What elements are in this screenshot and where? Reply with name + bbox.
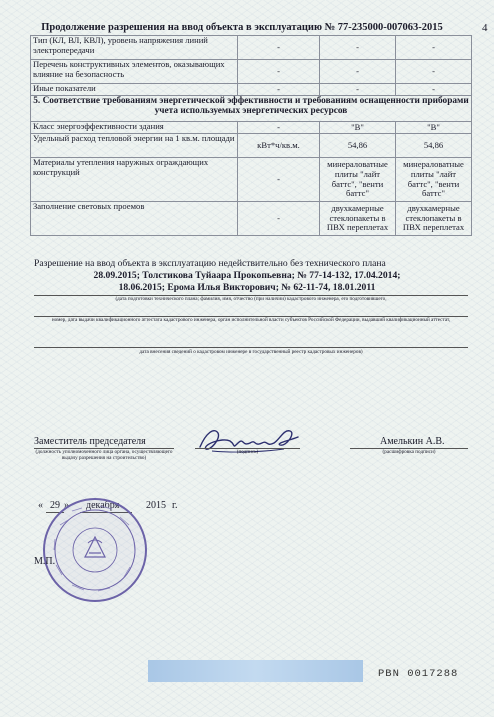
row-value-planned: двухкамерные стеклопакеты в ПВХ переплетах [320,202,396,236]
underline [34,347,468,348]
row-unit: кВт*ч/кв.м. [238,134,320,158]
signer-name: Амелькин А.В. [380,436,445,447]
row-value-planned: - [320,84,396,96]
security-strip [148,660,363,682]
row-label: Удельный расход тепловой энергии на 1 кв.м. площади [31,134,238,158]
section5-title: 5. Соответствие требованиям энергетической эффективности и требованиям оснащенности приборами учета используемых энергетических ресурсов [31,96,472,122]
technical-plan-line-1: 28.09.2015; Толстикова Туйаара Прокопьевна; № 77-14-132, 17.04.2014; [93,270,401,281]
table-row [31,36,472,60]
row-label: Заполнение световых проемов [31,202,238,236]
row-unit: - [238,122,320,134]
permission-text: Разрешение на ввод объекта в эксплуатацию недействительно без технического плана [34,258,386,269]
seal-placeholder-mp: М.П. [34,556,56,567]
date-day: 29 [50,500,60,511]
note-technical-plan: (дата подготовки технического плана; фамилия, имя, отчество (при наличии) кадастрового инженера, его подготовившего, [115,296,387,302]
note-certificate: номер, дата выдачи квалификационного аттестата кадастрового инженера, орган исполнительной власти субъектов Российской Федерации, выдавший квалификационный аттестат, [51,317,451,323]
page-number: 4 [482,22,488,34]
row-label: Тип (КЛ, ВЛ, КВЛ), уровень напряжения линий электропередачи [31,36,238,60]
row-value-planned: - [320,36,396,60]
date-year: 2015 [146,500,166,511]
signature-note: (подпись) [236,449,259,455]
table-row [31,134,472,158]
official-seal [40,495,150,605]
form-serial-number: РВN 0017288 [378,668,459,680]
row-value-planned: "В" [320,122,396,134]
technical-plan-line-2: 18.06.2015; Ерома Илья Викторович; № 62-11-74, 18.01.2011 [118,282,376,293]
row-value-planned: - [320,60,396,84]
date-suffix: г. [172,500,178,511]
row-unit: - [238,84,320,96]
table-row [31,84,472,96]
table-row [31,202,472,236]
note-registry: дата внесения сведений о кадастровом инженере в государственный реестр кадастровых инженеров) [139,349,363,355]
row-label: Перечень конструктивных элементов, оказывающих влияние на безопасность [31,60,238,84]
row-unit: - [238,158,320,202]
row-value-planned: 54,86 [320,134,396,158]
date-quote-open: « [38,500,43,511]
row-value-planned: минераловатные плиты "лайт баттс", "венти баттс" [320,158,396,202]
row-unit: - [238,202,320,236]
table-row [31,60,472,84]
row-value-actual: 54,86 [396,134,472,158]
row-value-actual: - [396,36,472,60]
position-note: (должность уполномоченного лица органа, осуществляющего выдачу разрешения на строительство) [35,449,173,461]
continuation-title: Продолжение разрешения на ввод объекта в эксплуатацию № 77-235000-007063-2015 [41,22,443,33]
name-note: (расшифровка подписи) [382,449,436,455]
table-row [31,158,472,202]
row-unit: - [238,36,320,60]
indicators-table [30,35,472,236]
row-label: Материалы утепления наружных ограждающих конструкций [31,158,238,202]
section-header-row [31,96,472,122]
row-label: Класс энергоэффективности здания [31,122,238,134]
row-value-actual: минераловатные плиты "лайт баттс", "венти баттс" [396,158,472,202]
row-value-actual: - [396,60,472,84]
row-label: Иные показатели [31,84,238,96]
date-quote-close: » [64,500,69,511]
table-row [31,122,472,134]
row-value-actual: "В" [396,122,472,134]
official-position: Заместитель председателя [34,436,146,447]
row-value-actual: - [396,84,472,96]
row-value-actual: двухкамерные стеклопакеты в ПВХ переплетах [396,202,472,236]
row-unit: - [238,60,320,84]
